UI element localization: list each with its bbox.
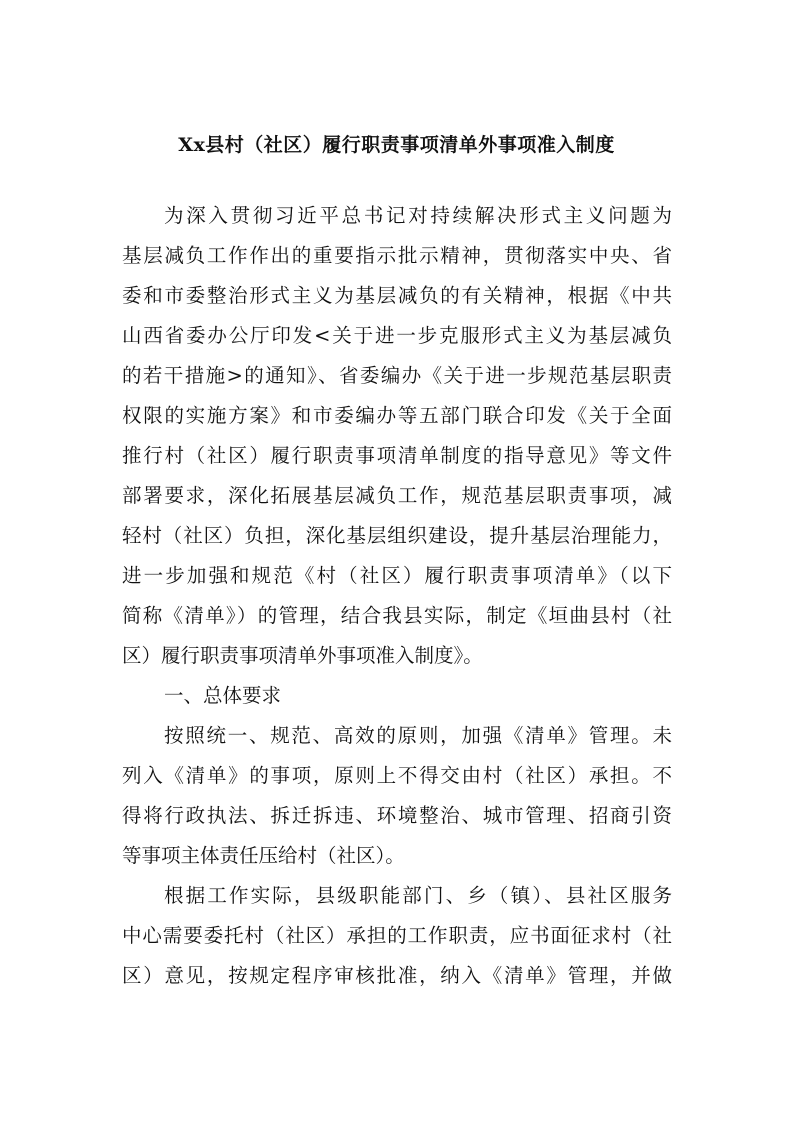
paragraph-line: 区）意见，按规定程序审核批准，纳入《清单》管理，并做 xyxy=(122,964,672,987)
paragraph-line: 基层减负工作作出的重要指示批示精神，贯彻落实中央、省 xyxy=(122,244,672,267)
paragraph-line: 得将行政执法、拆迁拆违、环境整治、城市管理、招商引资 xyxy=(122,804,672,827)
paragraph-line: 根据工作实际，县级职能部门、乡（镇）、县社区服务 xyxy=(164,884,672,907)
paragraph-line: 山西省委办公厅印发<关于进一步克服形式主义为基层减负 xyxy=(122,324,672,347)
paragraph-line: 权限的实施方案》和市委编办等五部门联合印发《关于全面 xyxy=(122,404,672,427)
paragraph-line: 区）履行职责事项清单外事项准入制度》。 xyxy=(122,644,483,667)
paragraph-line: 轻村（社区）负担，深化基层组织建设，提升基层治理能力， xyxy=(122,524,672,547)
paragraph-line: 简称《清单》）的管理，结合我县实际，制定《垣曲县村（社 xyxy=(122,604,672,627)
paragraph-line: 进一步加强和规范《村（社区）履行职责事项清单》（以下 xyxy=(122,564,672,587)
paragraph-line: 列入《清单》的事项，原则上不得交由村（社区）承担。不 xyxy=(122,764,672,787)
paragraph-line: 中心需要委托村（社区）承担的工作职责，应书面征求村（社 xyxy=(122,924,672,947)
section-heading: 一、总体要求 xyxy=(164,684,282,707)
document-title: Xx县村（社区）履行职责事项清单外事项准入制度 xyxy=(178,134,615,156)
paragraph-line: 部署要求，深化拓展基层减负工作，规范基层职责事项，减 xyxy=(122,484,672,507)
paragraph-line: 委和市委整治形式主义为基层减负的有关精神，根据《中共 xyxy=(122,284,672,307)
paragraph-line: 等事项主体责任压给村（社区）。 xyxy=(122,844,405,867)
paragraph-line: 按照统一、规范、高效的原则，加强《清单》管理。未 xyxy=(164,724,672,747)
paragraph-line: 的若干措施>的通知》、省委编办《关于进一步规范基层职责 xyxy=(122,364,672,387)
paragraph-line: 推行村（社区）履行职责事项清单制度的指导意见》等文件 xyxy=(122,444,672,467)
paragraph-line: 为深入贯彻习近平总书记对持续解决形式主义问题为 xyxy=(164,204,672,227)
